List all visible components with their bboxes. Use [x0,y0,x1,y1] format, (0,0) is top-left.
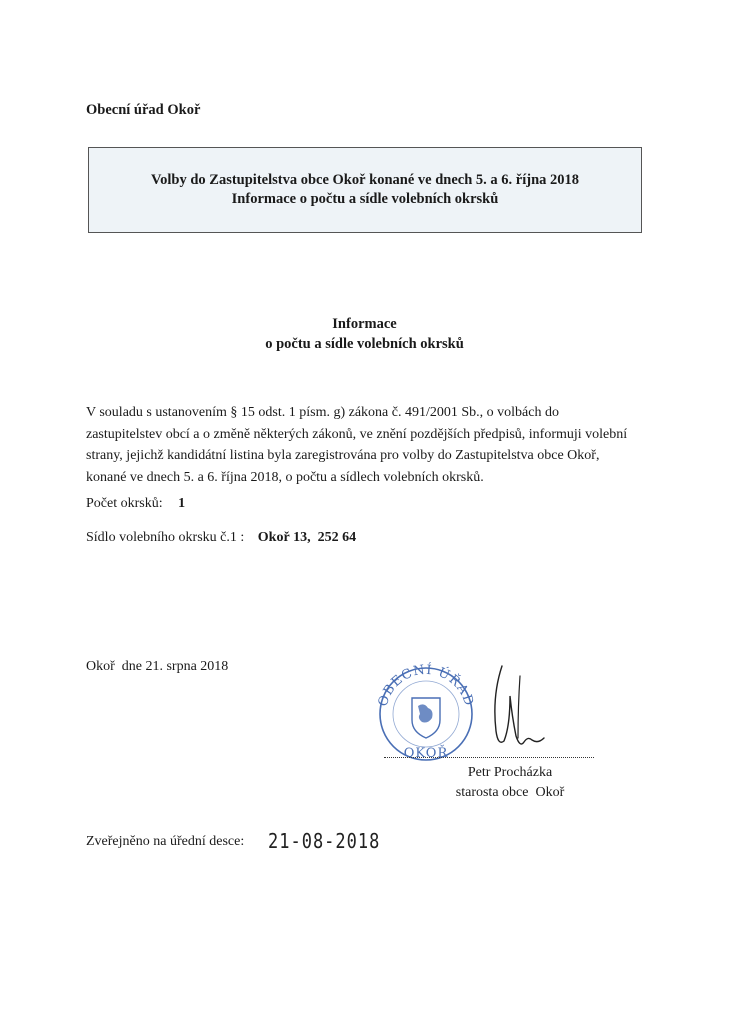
stamp-top-text: OBECNÍ ÚŘAD [375,662,477,709]
district-count-value: 1 [178,496,186,511]
district-seat-label: Sídlo volebního okrsku č.1 : [86,530,245,545]
place-date: Okoř dne 21. srpna 2018 [86,659,229,674]
district-seat-row [86,530,356,546]
paragraph-line: konané ve dnech 5. a 6. října 2018, o počtu a sídlech volebních okrsků. [86,469,484,485]
signer-name: Petr Procházka [467,765,553,780]
paragraph-line: V souladu s ustanovením § 15 odst. 1 písm. g) zákona č. 491/2001 Sb., o volbách do [86,405,559,420]
published-date-stamp: 21-08-2018 [268,830,381,854]
stamp-bottom-text: OKOŘ [403,746,449,761]
published-label: Zveřejněno na úřední desce: [86,834,245,849]
signature-line [384,757,594,758]
title-box-line1: Volby do Zastupitelstva obce Okoř konané ve dnech 5. a 6. října 2018 [150,172,580,188]
document-heading [0,314,729,354]
body-paragraph [86,402,646,488]
heading-line1: Informace [332,316,397,332]
paragraph-line: zastupitelstev obcí a o změně některých zákonů, ve znění pozdějších předpisů, informuji volební [86,426,628,442]
title-box-line2: Informace o počtu a sídle volebních okrsků [231,191,499,207]
handwritten-signature [484,656,554,756]
official-stamp [372,662,480,762]
heading-line2: o počtu a sídle volebních okrsků [265,336,464,352]
svg-text:OBECNÍ ÚŘAD [376,662,477,708]
district-count-label: Počet okrsků: [86,496,163,511]
signer-title: starosta obce Okoř [455,785,565,800]
paragraph-line: strany, jejichž kandidátní listina byla zaregistrována pro volby do Zastupitelstva obce Okoř, [86,448,600,463]
district-seat-value: Okoř 13, 252 64 [257,530,357,545]
district-count-row [86,496,185,512]
office-name: Obecní úřad Okoř [86,102,201,118]
title-box [88,147,642,233]
